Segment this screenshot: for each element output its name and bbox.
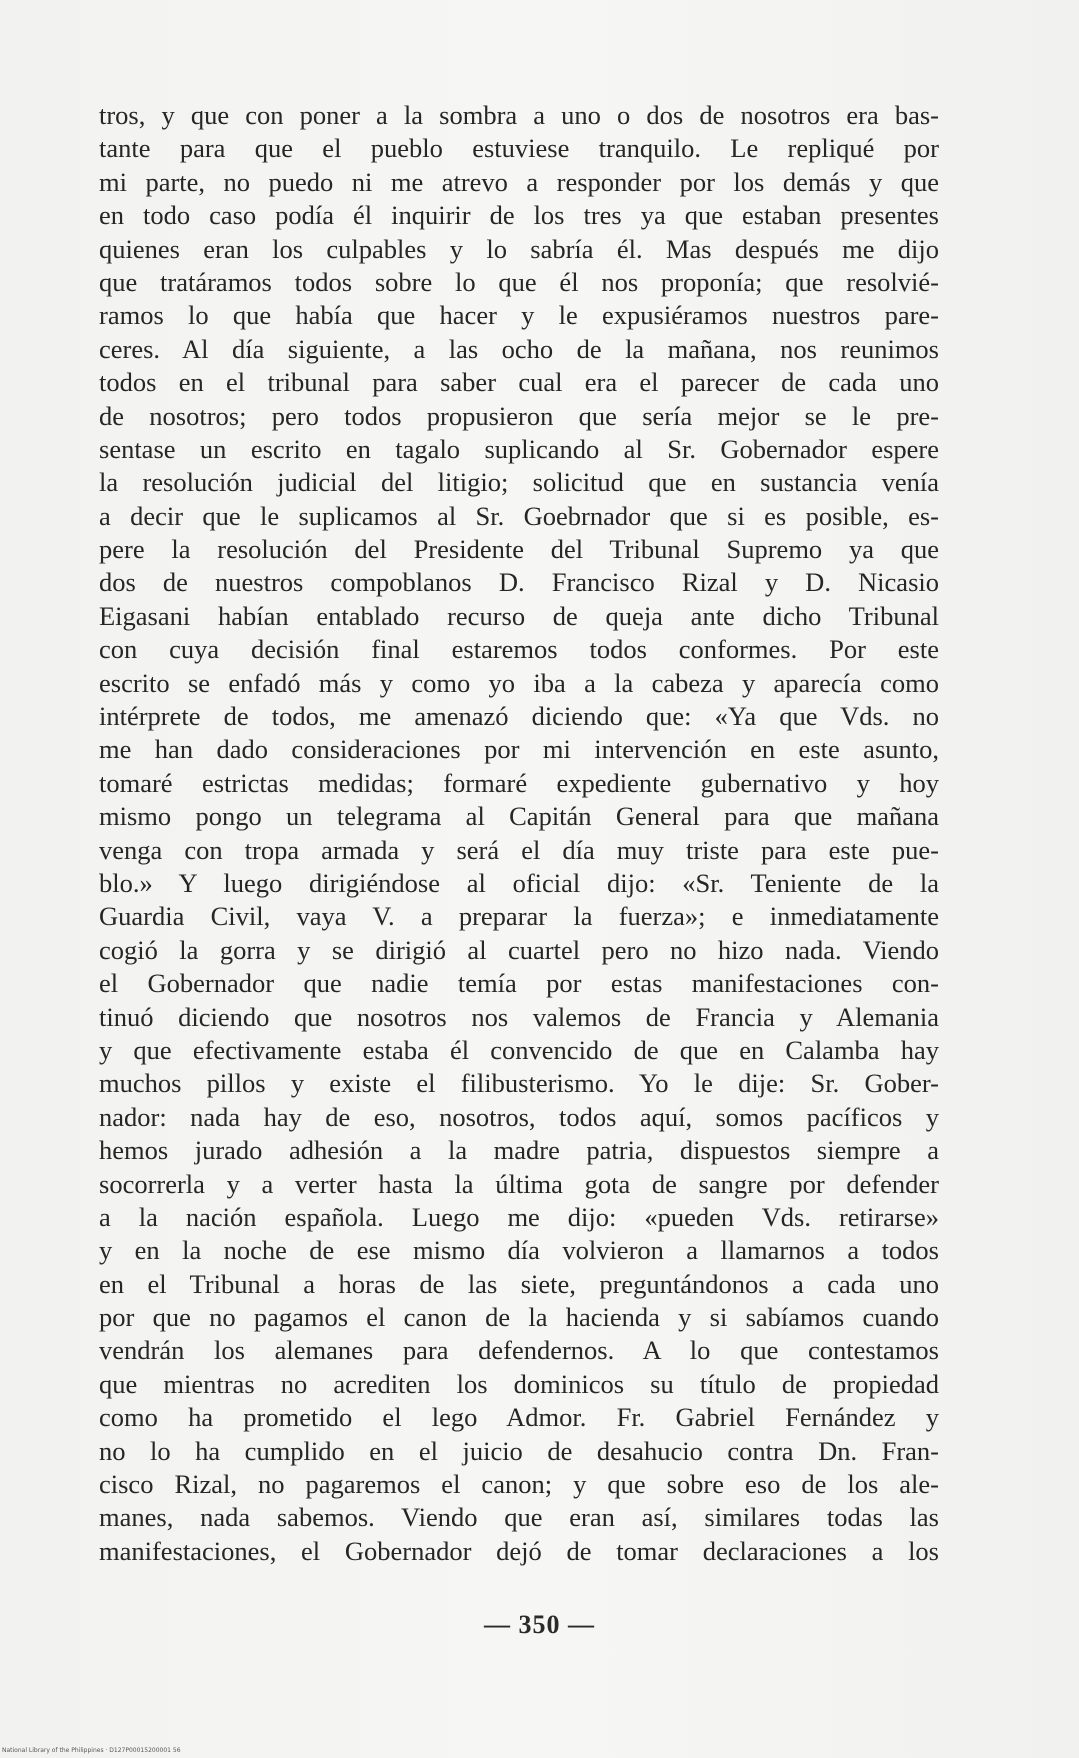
text-line: que mientras no acrediten los dominicos su título de propiedad	[99, 1368, 939, 1399]
text-line: ramos lo que había que hacer y le expusiéramos nuestros pare-	[99, 300, 939, 331]
text-line: nador: nada hay de eso, nosotros, todos aquí, somos pacíficos y	[99, 1101, 939, 1132]
text-line: venga con tropa armada y será el día muy triste para este pue-	[99, 834, 939, 865]
text-line: tante para que el pueblo estuviese tranquilo. Le repliqué por	[99, 133, 939, 164]
archive-credit: National Library of the Philippines · D127P00015200001 56	[2, 1747, 181, 1754]
text-line: el Gobernador que nadie temía por estas manifestaciones con-	[99, 968, 939, 999]
text-line: intérprete de todos, me amenazó diciendo que: «Ya que Vds. no	[99, 701, 939, 732]
text-line: de nosotros; pero todos propusieron que sería mejor se le pre-	[99, 400, 939, 431]
text-line: tomaré estrictas medidas; formaré expediente gubernativo y hoy	[99, 767, 939, 798]
page-number: — 350 —	[484, 1610, 595, 1639]
text-line: tinuó diciendo que nosotros nos valemos de Francia y Alemania	[99, 1001, 939, 1032]
text-line: sentase un escrito en tagalo suplicando al Sr. Gobernador espere	[99, 433, 939, 464]
text-line: hemos jurado adhesión a la madre patria, dispuestos siempre a	[99, 1135, 939, 1166]
text-line: me han dado consideraciones por mi intervención en este asunto,	[99, 734, 939, 765]
text-line: pere la resolución del Presidente del Tribunal Supremo ya que	[99, 534, 939, 565]
text-line: y en la noche de ese mismo día volvieron a llamarnos a todos	[99, 1235, 939, 1266]
text-line: en el Tribunal a horas de las siete, preguntándonos a cada uno	[99, 1268, 939, 1299]
text-line: muchos pillos y existe el filibusterismo. Yo le dije: Sr. Gober-	[99, 1068, 939, 1099]
text-line: Eigasani habían entablado recurso de queja ante dicho Tribunal	[99, 600, 939, 631]
text-line: mi parte, no puedo ni me atrevo a responder por los demás y que	[99, 166, 939, 197]
text-line: a la nación española. Luego me dijo: «pueden Vds. retirarse»	[99, 1201, 939, 1232]
text-line: que tratáramos todos sobre lo que él nos proponía; que resolvié-	[99, 266, 939, 297]
text-line: todos en el tribunal para saber cual era el parecer de cada uno	[99, 367, 939, 398]
text-line: a decir que le suplicamos al Sr. Goebrnador que si es posible, es-	[99, 500, 939, 531]
text-line: en todo caso podía él inquirir de los tres ya que estaban presentes	[99, 200, 939, 231]
text-line: ceres. Al día siguiente, a las ocho de la mañana, nos reunimos	[99, 333, 939, 364]
text-line: la resolución judicial del litigio; solicitud que en sustancia venía	[99, 467, 939, 498]
text-line: no lo ha cumplido en el juicio de desahucio contra Dn. Fran-	[99, 1435, 939, 1466]
text-line: blo.» Y luego dirigiéndose al oficial dijo: «Sr. Teniente de la	[99, 867, 939, 898]
text-line: mismo pongo un telegrama al Capitán General para que mañana	[99, 801, 939, 832]
text-line: por que no pagamos el canon de la hacienda y si sabíamos cuando	[99, 1302, 939, 1333]
text-line: manifestaciones, el Gobernador dejó de tomar declaraciones a los	[99, 1535, 939, 1566]
text-line: y que efectivamente estaba él convencido de que en Calamba hay	[99, 1034, 939, 1065]
text-line: escrito se enfadó más y como yo iba a la cabeza y aparecía como	[99, 667, 939, 698]
text-line: quienes eran los culpables y lo sabría él. Mas después me dijo	[99, 233, 939, 264]
text-line: cisco Rizal, no pagaremos el canon; y que sobre eso de los ale-	[99, 1469, 939, 1500]
body-text	[99, 99, 939, 1568]
text-line: vendrán los alemanes para defendernos. A lo que contestamos	[99, 1335, 939, 1366]
text-line: con cuya decisión final estaremos todos conformes. Por este	[99, 634, 939, 665]
text-line: socorrerla y a verter hasta la última gota de sangre por defender	[99, 1168, 939, 1199]
text-line: como ha prometido el lego Admor. Fr. Gabriel Fernández y	[99, 1402, 939, 1433]
text-line: dos de nuestros compoblanos D. Francisco Rizal y D. Nicasio	[99, 567, 939, 598]
text-line: manes, nada sabemos. Viendo que eran así, similares todas las	[99, 1502, 939, 1533]
text-line: tros, y que con poner a la sombra a uno o dos de nosotros era bas-	[99, 100, 939, 130]
text-line: Guardia Civil, vaya V. a preparar la fuerza»; e inmediatamente	[99, 901, 939, 932]
text-line: cogió la gorra y se dirigió al cuartel pero no hizo nada. Viendo	[99, 934, 939, 965]
